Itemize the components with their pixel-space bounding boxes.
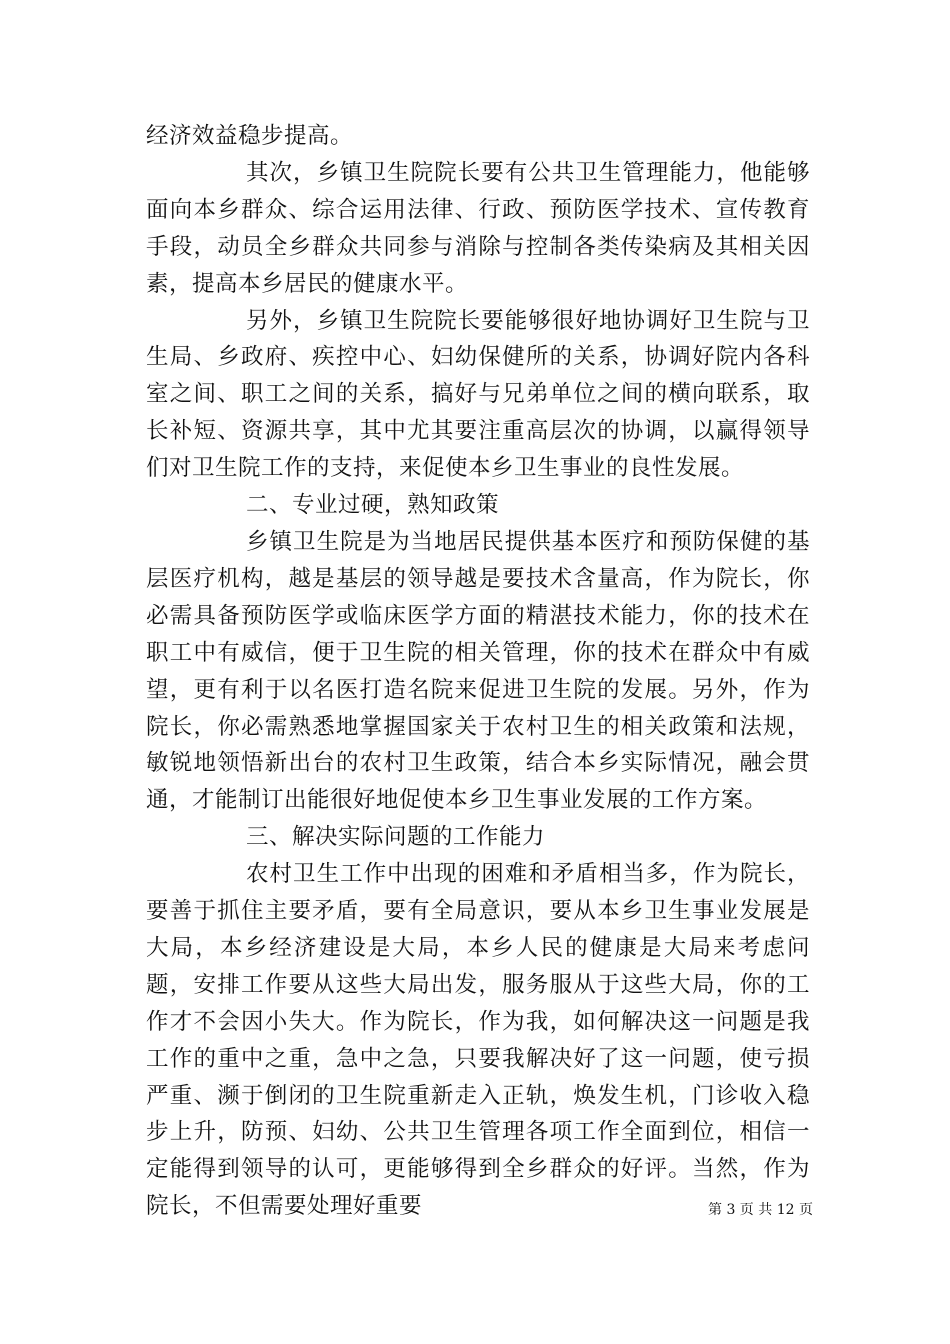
section-heading-3: 三、解决实际问题的工作能力 (246, 824, 546, 851)
section-heading-2: 二、专业过硬，熟知政策 (246, 492, 500, 519)
paragraph-continuation: 经济效益稳步提高。 (146, 123, 354, 149)
paragraph-public-health: 其次，乡镇卫生院院长要有公共卫生管理能力，他能够面向本乡群众、综合运用法律、行政、预防医学技术、宣传教育手段，动员全乡群众共同参与消除与控制各类传染病及其相关因素，提高本乡居民的健康水平。 (146, 159, 810, 297)
page-number: 第 3 页 共 12 页 (708, 1202, 813, 1218)
document-body (146, 118, 810, 1225)
paragraph-problem-solving: 农村卫生工作中出现的困难和矛盾相当多，作为院长，要善于抓住主要矛盾，要有全局意识，要从本乡卫生事业发展是大局，本乡经济建设是大局，本乡人民的健康是大局来考虑问题，安排工作要从这些大局出发，服务服从于这些大局，你的工作才不会因小失大。作为院长，作为我，如何解决这一问题是我工作的重中之重，急中之急，只要我解决好了这一问题，使亏损严重、濒于倒闭的卫生院重新走入正轨，焕发生机，门诊收入稳步上升，防预、妇幼、公共卫生管理各项工作全面到位，相信一定能得到领导的认可，更能够得到全乡群众的好评。当然，作为院长，不但需要处理好重要 (146, 861, 810, 1220)
paragraph-expertise: 乡镇卫生院是为当地居民提供基本医疗和预防保健的基层医疗机构，越是基层的领导越是要技术含量高，作为院长，你必需具备预防医学或临床医学方面的精湛技术能力，你的技术在职工中有威信，便于卫生院的相关管理，你的技术在群众中有威望，更有利于以名医打造名院来促进卫生院的发展。另外，作为院长，你必需熟悉地掌握国家关于农村卫生的相关政策和法规，敏锐地领悟新出台的农村卫生政策，结合本乡实际情况，融会贯通，才能制订出能很好地促使本乡卫生事业发展的工作方案。 (146, 528, 810, 814)
paragraph-coordination: 另外，乡镇卫生院院长要能够很好地协调好卫生院与卫生局、乡政府、疾控中心、妇幼保健所的关系，协调好院内各科室之间、职工之间的关系，搞好与兄弟单位之间的横向联系，取长补短、资源共享，其中尤其要注重高层次的协调，以赢得领导们对卫生院工作的支持，来促使本乡卫生事业的良性发展。 (146, 307, 810, 482)
